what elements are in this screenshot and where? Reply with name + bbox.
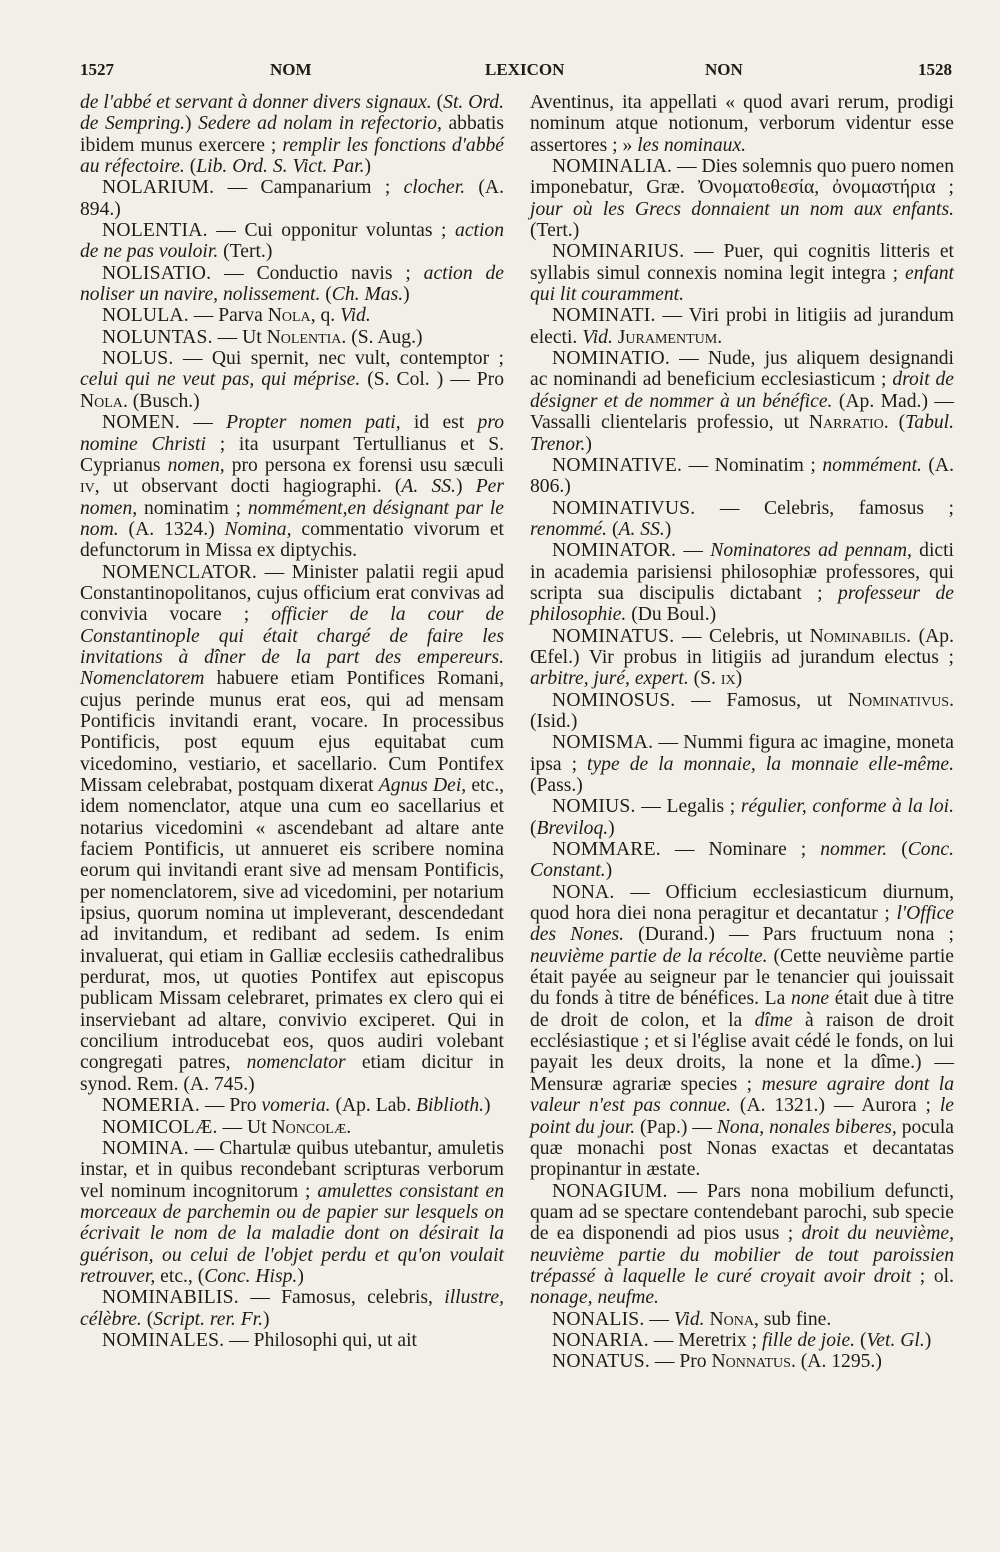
entry-definition: — Ut Nolentia. (S. Aug.): [212, 326, 423, 348]
right-column: [530, 92, 954, 1373]
headword: NOMEN.: [102, 412, 180, 434]
entry-definition: — Pro Nonnatus. (A. 1295.): [649, 1351, 882, 1373]
lexicon-entry: [530, 1351, 954, 1372]
headword: NOMINATIO.: [552, 348, 670, 370]
headword: NOMIUS.: [552, 796, 636, 818]
headword: NOMENCLATOR.: [102, 561, 257, 583]
headword: NOLISATIO.: [102, 262, 212, 284]
lexicon-entry: [530, 305, 954, 348]
lexicon-entry: [530, 1330, 954, 1351]
entry-definition: — Conductio navis ; action de noliser un navire, nolissement. (Ch. Mas.): [80, 262, 505, 306]
continued-entry: [80, 92, 504, 177]
lexicon-entry: [530, 690, 954, 733]
entry-definition: — Famosus, celebris, illustre, célèbre. (Script. rer. Fr.): [80, 1287, 504, 1330]
headword: NOMINALES.: [102, 1329, 225, 1351]
entry-definition: — Puer, qui cognitis litteris et syllabis simul connexis nomina legit integra ; enfant qui lit couramment.: [530, 241, 954, 306]
lexicon-entry: [80, 562, 504, 1096]
headword: NOMINABILIS.: [102, 1287, 239, 1309]
lexicon-entry: [80, 263, 504, 306]
lexicon-entry: [530, 732, 954, 796]
lexicon-entry: [80, 348, 504, 412]
lexicon-entry: [80, 1095, 504, 1116]
lexicon-entry: [530, 455, 954, 498]
headword: NOMINATIVE.: [552, 454, 683, 476]
entry-definition: Aventinus, ita appellati « quod avari rerum, prodigi nominum atque notionum, verborum videntur esse assertores ; » les nominaux.: [530, 92, 954, 156]
headword: NOMINATOR.: [552, 540, 677, 562]
headword: NONAGIUM.: [552, 1180, 668, 1202]
entry-definition: — Famosus, ut Nominativus. (Isid.): [530, 689, 954, 732]
lexicon-entry: [80, 327, 504, 348]
headword: NOLARIUM.: [102, 177, 215, 199]
headword: NOMINALIA.: [552, 156, 673, 178]
lexicon-entry: [530, 540, 954, 625]
entry-definition: — Qui spernit, nec vult, contemptor ; celui qui ne veut pas, qui méprise. (S. Col. ) — Pro Nola. (Busch.): [80, 348, 504, 412]
headword: NOMINA.: [102, 1137, 189, 1159]
headword: NONARIA.: [552, 1329, 649, 1351]
lexicon-entry: [530, 1181, 954, 1309]
continued-entry: [530, 92, 954, 156]
lexicon-entry: [80, 1330, 504, 1351]
headword: NONALIS.: [552, 1308, 645, 1330]
running-header: [80, 60, 952, 84]
headword: NOMINATIVUS.: [552, 497, 696, 519]
headword: NONATUS.: [552, 1351, 650, 1373]
entry-definition: — Vid. Nona, sub fine.: [644, 1308, 832, 1330]
entry-definition: — Nominare ; nommer. (Conc. Constant.): [530, 839, 954, 882]
entry-definition: — Nummi figura ac imagine, moneta ipsa ; type de la monnaie, la monnaie elle-même. (Pass.): [530, 732, 954, 796]
lexicon-entry: [530, 241, 954, 305]
headword: NOMICOLÆ.: [102, 1116, 218, 1138]
headword: NOMINARIUS.: [552, 241, 685, 263]
lexicon-entry: [530, 882, 954, 1181]
left-column: [80, 92, 504, 1351]
header-keyword-right: NON: [705, 60, 743, 79]
lexicon-entry: [80, 1117, 504, 1138]
headword: NOMINOSUS.: [552, 689, 676, 711]
headword: NOMINATI.: [552, 305, 656, 327]
lexicon-entry: [530, 348, 954, 455]
entry-definition: — Viri probi in litigiis ad jurandum electi. Vid. Juramentum.: [530, 305, 954, 348]
headword: NOLENTIA.: [102, 220, 208, 242]
lexicon-entry: [80, 305, 504, 326]
page-number-right: 1528: [918, 60, 952, 79]
entry-definition: — Propter nomen pati, id est pro nomine Christi ; ita usurpant Tertullianus et S. Cyprianus nomen, pro persona ex forensi usu sæculi iv, ut observant docti hagiographi. (A. SS.) Per nomen, nominatim ; nommément,en désignant par le nom. (A. 1324.) Nomina, commentatio vivorum et defunctorum in Missa ex diptychis.: [80, 412, 505, 562]
lexicon-entry: [530, 498, 954, 541]
lexicon-entry: [530, 1309, 954, 1330]
lexicon-entry: [80, 1138, 504, 1287]
entry-definition: — Celebris, famosus ; renommé. (A. SS.): [530, 497, 954, 540]
headword: NONA.: [552, 881, 615, 903]
entry-definition: — Ut Noncolæ.: [217, 1116, 352, 1138]
headword: NOLUNTAS.: [102, 326, 213, 348]
entry-definition: — Minister palatii regii apud Constantinopolitanos, cujus officium erat convivas ad convivia vocare ; officier de la cour de Constantinople qui était chargé de faire les invitations à dîner de la part des empereurs. Nomenclatorem habuere etiam Pontifices Romani, cujus perinde munus erat eos, qui ad mensam Pontificis invitandi erant, vocare. In processibus Pontificis, post equum ejus equitabat cum vicedomino, vestiario, et sacellario. Cum Pontifex Missam celebrabat, postquam dixerat Agnus Dei, etc., idem nomenclator, atque una cum eo sacellarius et notarius vicedomini « ascendebant ad altare ante faciem Pontificis, ut annueret eis scribere nomina eorum qui invitandi erant sive ad mensam Pontificis, per nomenclatorem, sive ad vicedomini, per notarium ipsius, quorum nomina ut impleverant, descendedant ad invitandum, et redibant ad sedem. Is enim invaluerat, qui etiam in Galliæ ecclesiis cathedralibus perdurat, mos, ut quoties Pontifex aut episcopus publicam Missam celebraret, primates ex clero qui ei inserviebant ad altare, convivio exciperet. Qui in concilium introducebat eos, quos audiri volebant congregati patres, nomenclator etiam dicitur in synod. Rem. (A. 745.): [80, 561, 504, 1095]
entry-definition: — Nominatores ad pennam, dicti in academia parisiensi philosophiæ professores, qui scripta sua discipulis dictabant ; professeur de philosophie. (Du Boul.): [530, 540, 954, 626]
headword: NOLULA.: [102, 305, 189, 327]
entry-definition: — Nominatim ; nommément. (A. 806.): [530, 454, 954, 498]
lexicon-entry: [80, 1287, 504, 1330]
entry-definition: — Nude, jus aliquem designandi ac nominandi ad beneficium ecclesiasticum ; droit de désigner et de nommer à un bénéfice. (Ap. Mad.) — Vassalli clientelaris professio, ut Narratio. (Tabul. Trenor.): [530, 348, 955, 455]
entry-definition: — Philosophi qui, ut ait: [224, 1329, 417, 1351]
lexicon-entry: [80, 177, 504, 220]
lexicon-entry: [80, 220, 504, 263]
headword: NOMISMA.: [552, 732, 654, 754]
headword: NOMMARE.: [552, 839, 661, 861]
lexicon-entry: [530, 796, 954, 839]
page-number-left: 1527: [80, 60, 114, 79]
entry-definition: — Cui opponitur voluntas ; action de ne pas vouloir. (Tert.): [80, 220, 504, 263]
headword: NOMINATUS.: [552, 625, 675, 647]
entry-definition: — Pro vomeria. (Ap. Lab. Biblioth.): [199, 1095, 491, 1117]
headword: NOMERIA.: [102, 1095, 200, 1117]
header-title: LEXICON: [485, 60, 565, 79]
entry-definition: — Officium ecclesiasticum diurnum, quod hora diei nona peragitur et decantatur ; l'Office des Nones. (Durand.) — Pars fructuum nona ; neuvième partie de la récolte. (Cette neuvième partie était payée au seigneur par le tenancier qui jouissait du fonds à titre de bénéfices. La none était due à titre de droit de colon, et la dîme à raison de droit ecclésiastique ; et si l'église avait cédé le fonds, on lui payait les deux droits, la none et la dîme.) — Mensuræ agrariæ species ; mesure agraire dont la valeur n'est pas connue. (A. 1321.) — Aurora ; le point du jour. (Pap.) — Nona, nonales biberes, pocula quæ monachi post Nonas exactas et decantatas propinantur in æstate.: [530, 881, 954, 1181]
entry-definition: de l'abbé et servant à donner divers signaux. (St. Ord. de Sempring.) Sedere ad nolam in refectorio, abbatis ibidem munus exercere ; remplir les fonctions d'abbé au réfectoire. (Lib. Ord. S. Vict. Par.): [80, 92, 504, 178]
entry-definition: — Dies solemnis quo puero nomen imponebatur, Græ. Ὀνοματοθεσία, ὀνομαστήρια ; jour où les Grecs donnaient un nom aux enfants. (Tert.): [530, 156, 954, 242]
entry-definition: — Legalis ; régulier, conforme à la loi. (Breviloq.): [530, 796, 954, 839]
header-keyword-left: NOM: [270, 60, 312, 79]
entry-definition: — Pars nona mobilium defuncti, quam ad se spectare contendebant parochi, sub specie de ea disponendi ad pios usus ; droit du neuvième, neuvième partie du mobilier de tout paroissien trépassé à laquelle le curé croyait avoir droit ; ol. nonage, neufme.: [530, 1180, 954, 1309]
entry-definition: — Celebris, ut Nominabilis. (Ap. Œfel.) Vir probus in litigiis ad jurandum electus ; arbitre, juré, expert. (S. ix): [530, 625, 955, 690]
entry-definition: — Meretrix ; fille de joie. (Vet. Gl.): [648, 1329, 932, 1351]
entry-definition: — Campanarium ; clocher. (A. 894.): [80, 177, 504, 220]
lexicon-entry: [80, 412, 504, 561]
lexicon-entry: [530, 839, 954, 882]
lexicon-entry: [530, 626, 954, 690]
entry-definition: — Chartulæ quibus utebantur, amuletis instar, et in quibus recondebant scripturas verborum vel nominum incognitorum ; amulettes consistant en morceaux de parchemin ou de papier sur lesquels on écrivait le nom de la maladie dont on désirait la guérison, ou celui de l'objet perdu et qu'on voulait retrouver, etc., (Conc. Hisp.): [80, 1137, 504, 1287]
entry-definition: — Parva Nola, q. Vid.: [188, 305, 371, 327]
headword: NOLUS.: [102, 348, 174, 370]
lexicon-entry: [530, 156, 954, 241]
